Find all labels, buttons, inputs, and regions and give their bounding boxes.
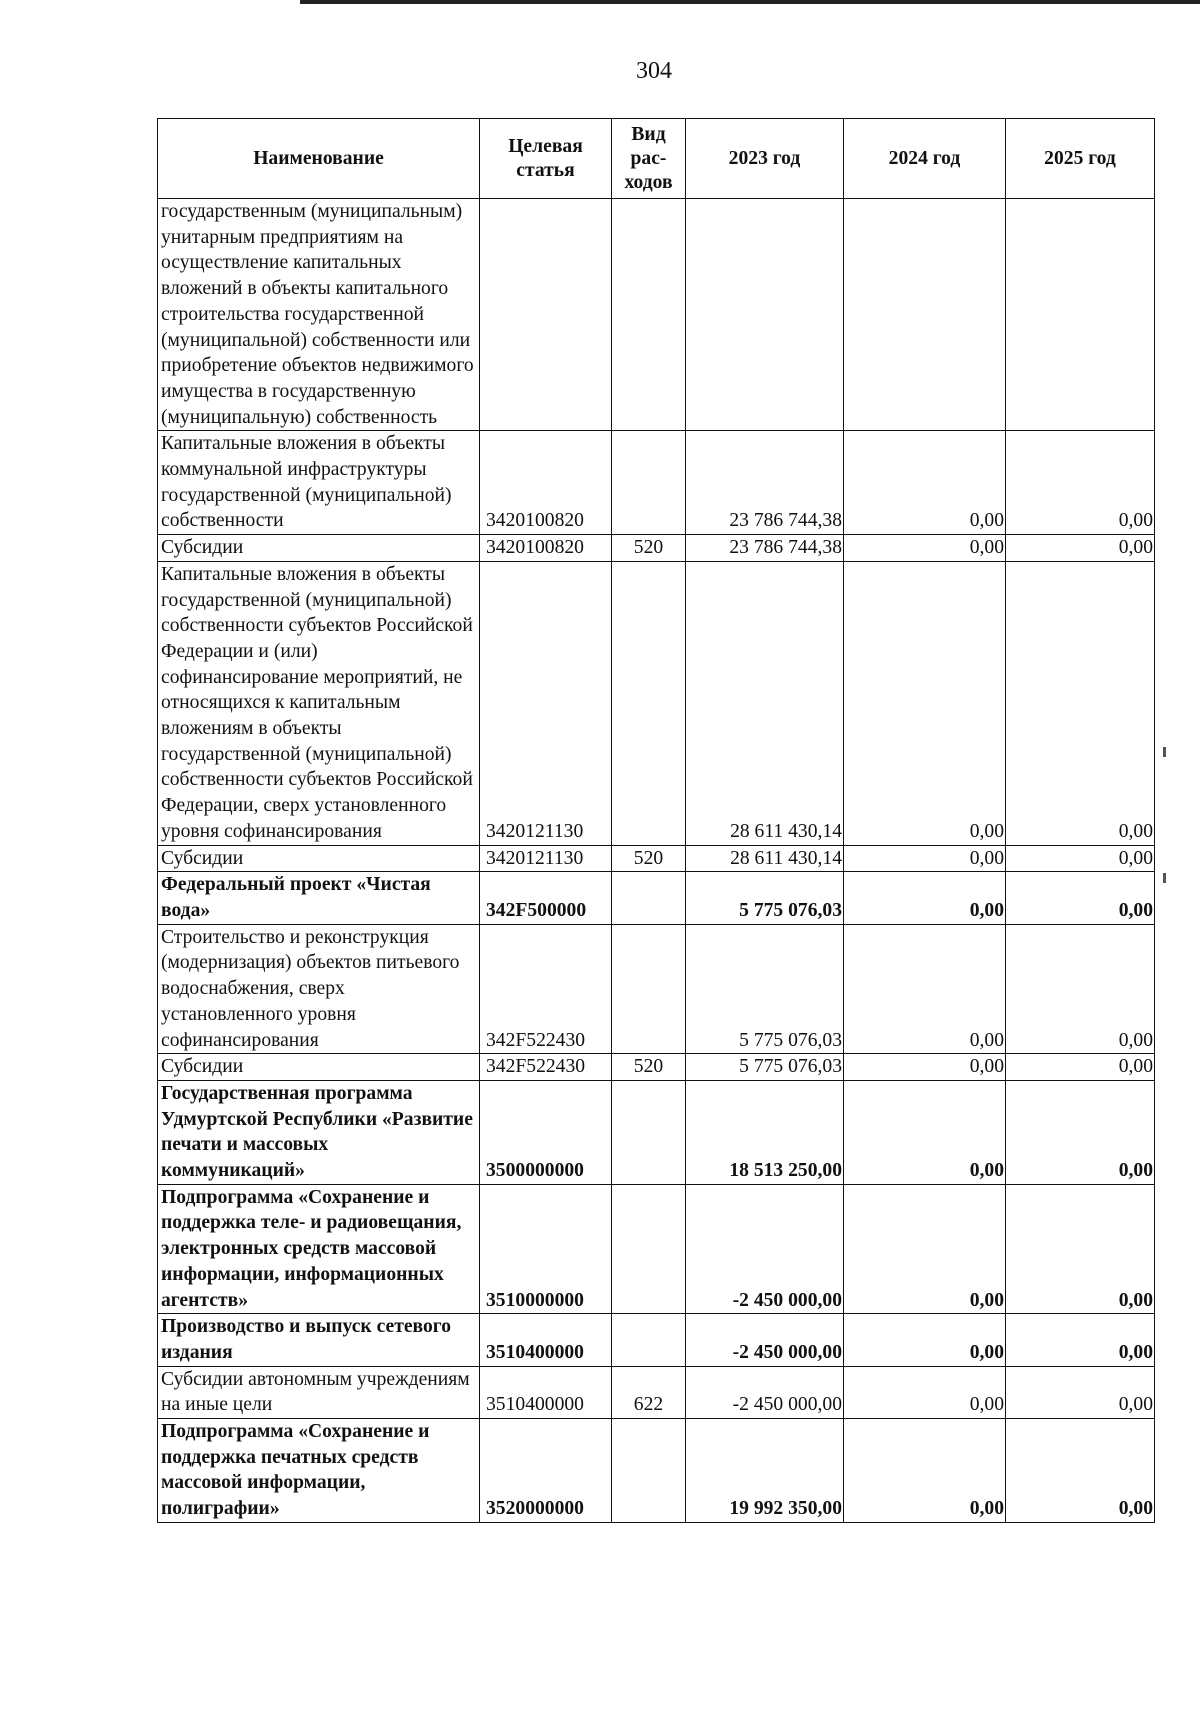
cell-type xyxy=(612,199,686,431)
cell-code: 3420121130 xyxy=(480,561,612,845)
cell-type: 520 xyxy=(612,845,686,872)
table-row xyxy=(158,1366,1155,1418)
cell-2023: 28 611 430,14 xyxy=(686,561,844,845)
cell-code: 3510000000 xyxy=(480,1184,612,1314)
cell-2024: 0,00 xyxy=(844,845,1006,872)
cell-name: Субсидии автономным учреждениям на иные цели xyxy=(158,1366,480,1418)
cell-2023: 5 775 076,03 xyxy=(686,924,844,1054)
cell-2025: 0,00 xyxy=(1006,431,1155,535)
header-code: Целевая статья xyxy=(480,119,612,199)
cell-name: Капитальные вложения в объекты государственной (муниципальной) собственности субъектов Российской Федерации и (или) софинансирование мероприятий, не относящихся к капитальным вложениям в объекты государственной (муниципальной) собственности субъектов Российской Федерации, сверх установленного уровня софинансирования xyxy=(158,561,480,845)
page-number: 304 xyxy=(636,58,672,84)
cell-2023: 23 786 744,38 xyxy=(686,431,844,535)
header-2024: 2024 год xyxy=(844,119,1006,199)
table-row xyxy=(158,1184,1155,1314)
table-row xyxy=(158,561,1155,845)
cell-code: 3420121130 xyxy=(480,845,612,872)
cell-code: 3420100820 xyxy=(480,431,612,535)
header-type: Вид рас-ходов xyxy=(612,119,686,199)
cell-2023: 5 775 076,03 xyxy=(686,872,844,924)
table-row xyxy=(158,1419,1155,1523)
cell-type: 520 xyxy=(612,1054,686,1081)
table-row xyxy=(158,1054,1155,1081)
cell-type xyxy=(612,1184,686,1314)
cell-2023: 18 513 250,00 xyxy=(686,1080,844,1184)
cell-2025: 0,00 xyxy=(1006,561,1155,845)
cell-2023: 23 786 744,38 xyxy=(686,535,844,562)
cell-name: государственным (муниципальным) унитарным предприятиям на осуществление капитальных вложений в объекты капитального строительства государственной (муниципальной) собственности или приобретение объектов недвижимого имущества в государственную (муниципальную) собственность xyxy=(158,199,480,431)
scan-artifact xyxy=(1163,873,1166,883)
cell-code: 3420100820 xyxy=(480,535,612,562)
cell-2024: 0,00 xyxy=(844,1080,1006,1184)
cell-2025: 0,00 xyxy=(1006,924,1155,1054)
cell-2024: 0,00 xyxy=(844,431,1006,535)
cell-2025: 0,00 xyxy=(1006,1054,1155,1081)
cell-type xyxy=(612,924,686,1054)
table-row xyxy=(158,199,1155,431)
table-row xyxy=(158,1080,1155,1184)
cell-2024: 0,00 xyxy=(844,1419,1006,1523)
cell-2024: 0,00 xyxy=(844,561,1006,845)
table-header-row xyxy=(158,119,1155,199)
cell-code: 342F500000 xyxy=(480,872,612,924)
cell-2024: 0,00 xyxy=(844,1184,1006,1314)
cell-type xyxy=(612,1314,686,1366)
cell-2025: 0,00 xyxy=(1006,1366,1155,1418)
cell-code: 3510400000 xyxy=(480,1314,612,1366)
cell-2025: 0,00 xyxy=(1006,845,1155,872)
cell-2024: 0,00 xyxy=(844,1314,1006,1366)
cell-code xyxy=(480,199,612,431)
cell-2025: 0,00 xyxy=(1006,535,1155,562)
table-row xyxy=(158,1314,1155,1366)
cell-2023 xyxy=(686,199,844,431)
cell-type: 520 xyxy=(612,535,686,562)
scan-top-edge xyxy=(0,0,1200,8)
budget-table xyxy=(157,118,1155,1523)
cell-name: Субсидии xyxy=(158,1054,480,1081)
cell-name: Подпрограмма «Сохранение и поддержка печатных средств массовой информации, полиграфии» xyxy=(158,1419,480,1523)
header-2025: 2025 год xyxy=(1006,119,1155,199)
cell-2024: 0,00 xyxy=(844,1366,1006,1418)
cell-name: Субсидии xyxy=(158,535,480,562)
cell-2023: -2 450 000,00 xyxy=(686,1314,844,1366)
cell-code: 342F522430 xyxy=(480,1054,612,1081)
cell-code: 342F522430 xyxy=(480,924,612,1054)
cell-2023: 5 775 076,03 xyxy=(686,1054,844,1081)
cell-type xyxy=(612,872,686,924)
header-name: Наименование xyxy=(158,119,480,199)
cell-2024: 0,00 xyxy=(844,535,1006,562)
cell-code: 3510400000 xyxy=(480,1366,612,1418)
cell-name: Государственная программа Удмуртской Республики «Развитие печати и массовых коммуникаций» xyxy=(158,1080,480,1184)
cell-name: Капитальные вложения в объекты коммунальной инфраструктуры государственной (муниципальной) собственности xyxy=(158,431,480,535)
cell-name: Федеральный проект «Чистая вода» xyxy=(158,872,480,924)
cell-2024: 0,00 xyxy=(844,1054,1006,1081)
cell-2023: 19 992 350,00 xyxy=(686,1419,844,1523)
cell-2024: 0,00 xyxy=(844,872,1006,924)
cell-name: Строительство и реконструкция (модернизация) объектов питьевого водоснабжения, сверх установленного уровня софинансирования xyxy=(158,924,480,1054)
table-row xyxy=(158,872,1155,924)
cell-name: Субсидии xyxy=(158,845,480,872)
cell-2025 xyxy=(1006,199,1155,431)
cell-2025: 0,00 xyxy=(1006,1314,1155,1366)
cell-2025: 0,00 xyxy=(1006,1080,1155,1184)
cell-name: Подпрограмма «Сохранение и поддержка теле- и радиовещания, электронных средств массовой информации, информационных агентств» xyxy=(158,1184,480,1314)
cell-name: Производство и выпуск сетевого издания xyxy=(158,1314,480,1366)
cell-2023: -2 450 000,00 xyxy=(686,1184,844,1314)
table-body xyxy=(158,199,1155,1523)
cell-2024 xyxy=(844,199,1006,431)
cell-type xyxy=(612,1080,686,1184)
cell-2025: 0,00 xyxy=(1006,872,1155,924)
scan-artifact xyxy=(1163,747,1166,757)
cell-2025: 0,00 xyxy=(1006,1184,1155,1314)
table-row xyxy=(158,431,1155,535)
cell-type: 622 xyxy=(612,1366,686,1418)
table-row xyxy=(158,535,1155,562)
header-2023: 2023 год xyxy=(686,119,844,199)
cell-2024: 0,00 xyxy=(844,924,1006,1054)
cell-type xyxy=(612,561,686,845)
cell-type xyxy=(612,431,686,535)
table-row xyxy=(158,924,1155,1054)
cell-2025: 0,00 xyxy=(1006,1419,1155,1523)
cell-2023: -2 450 000,00 xyxy=(686,1366,844,1418)
cell-type xyxy=(612,1419,686,1523)
cell-code: 3520000000 xyxy=(480,1419,612,1523)
cell-2023: 28 611 430,14 xyxy=(686,845,844,872)
table-row xyxy=(158,845,1155,872)
cell-code: 3500000000 xyxy=(480,1080,612,1184)
